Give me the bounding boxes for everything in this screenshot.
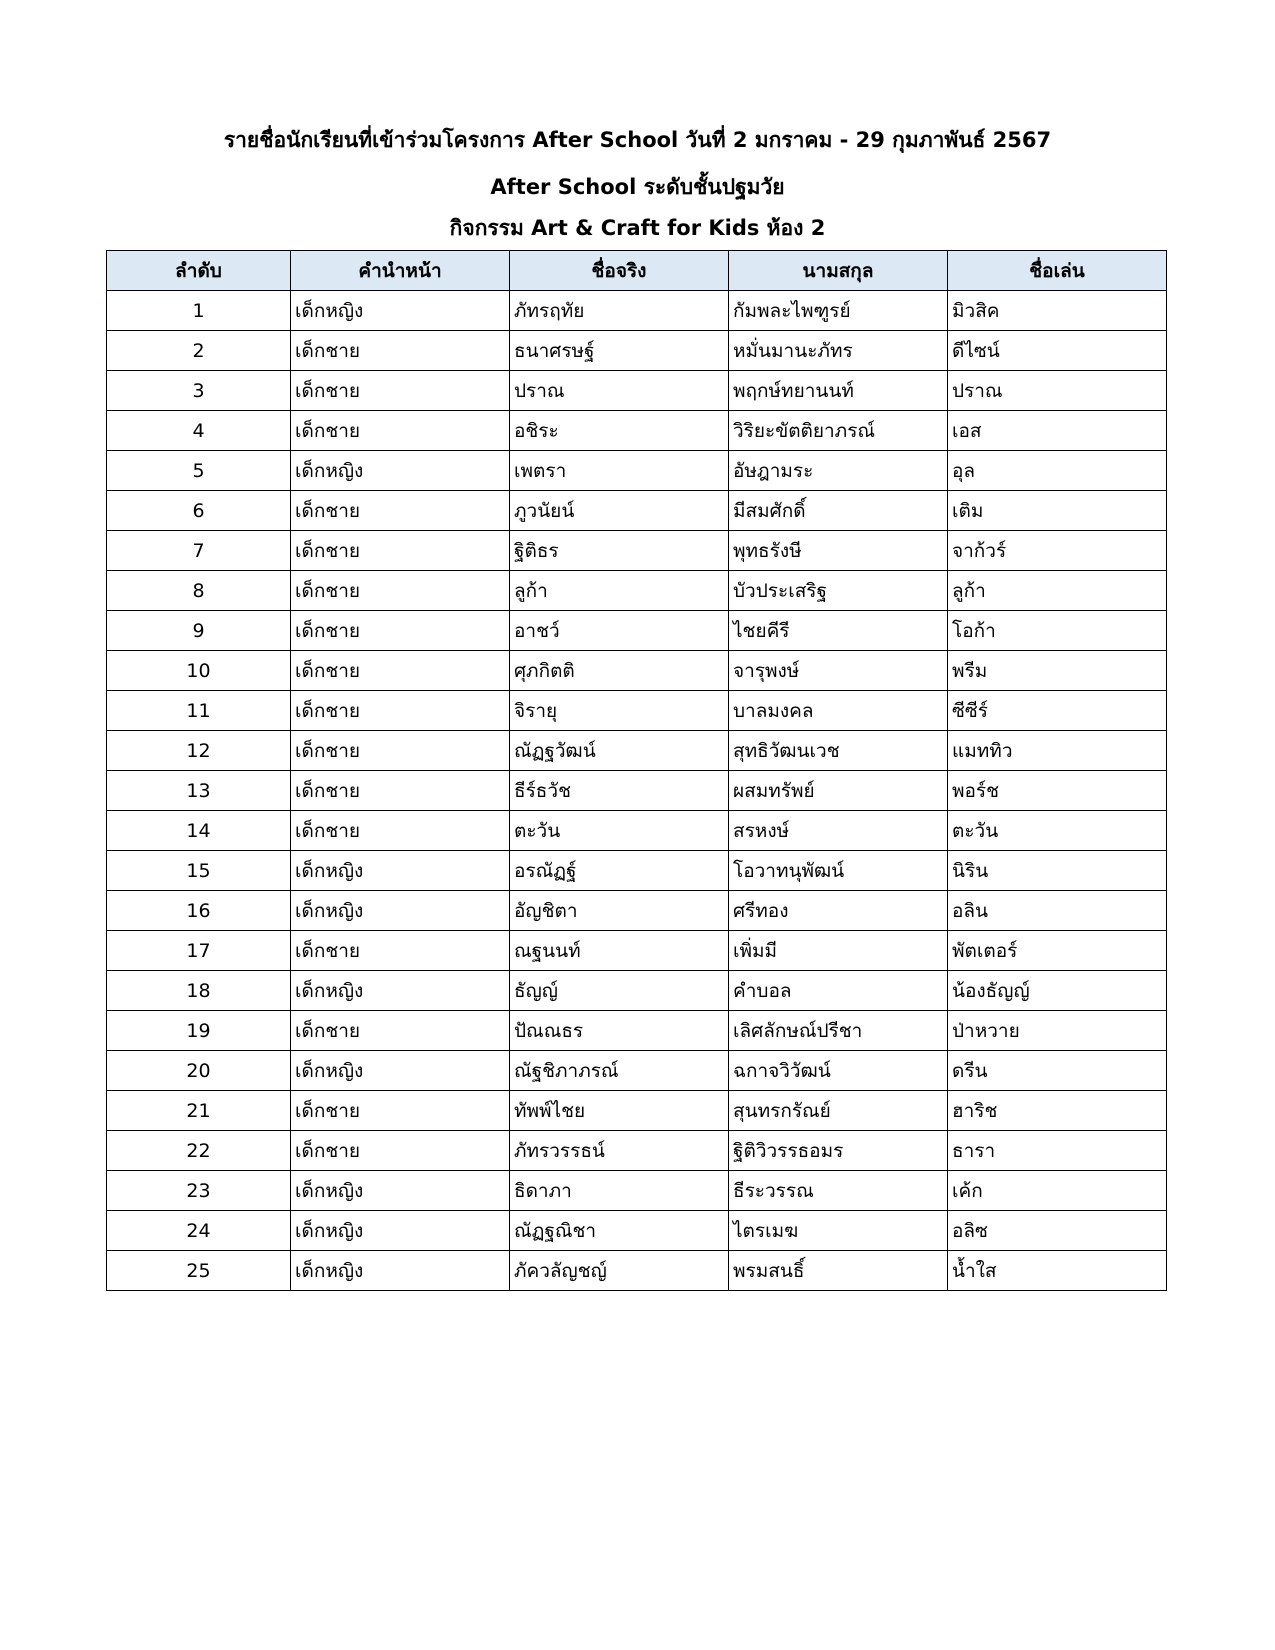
cell-first-name: ธัญญ์ (510, 971, 729, 1011)
table-header-row (107, 251, 1167, 291)
cell-last-name: ไชยคีรี (729, 611, 948, 651)
cell-order: 16 (107, 891, 291, 931)
table-row (107, 1211, 1167, 1251)
cell-first-name: ลูก้า (510, 571, 729, 611)
cell-first-name: อาชว์ (510, 611, 729, 651)
cell-last-name: ธีระวรรณ (729, 1171, 948, 1211)
cell-order: 19 (107, 1011, 291, 1051)
cell-first-name: ปัณณธร (510, 1011, 729, 1051)
cell-nickname: จาก้วร์ (948, 531, 1167, 571)
cell-prefix: เด็กหญิง (291, 451, 510, 491)
cell-nickname: อลิซ (948, 1211, 1167, 1251)
cell-first-name: ณฐนนท์ (510, 931, 729, 971)
cell-nickname: นิริน (948, 851, 1167, 891)
cell-nickname: พอร์ช (948, 771, 1167, 811)
cell-first-name: อรณัฏฐ์ (510, 851, 729, 891)
cell-order: 4 (107, 411, 291, 451)
table-row (107, 1171, 1167, 1211)
column-header-order: ลำดับ (107, 251, 291, 291)
cell-last-name: ฉกาจวิวัฒน์ (729, 1051, 948, 1091)
table-row (107, 1091, 1167, 1131)
cell-order: 5 (107, 451, 291, 491)
table-row (107, 771, 1167, 811)
cell-prefix: เด็กหญิง (291, 891, 510, 931)
cell-last-name: บัวประเสริฐ (729, 571, 948, 611)
cell-first-name: ธิดาภา (510, 1171, 729, 1211)
cell-nickname: มิวสิค (948, 291, 1167, 331)
cell-last-name: ไตรเมฆ (729, 1211, 948, 1251)
cell-first-name: ภัทรฤทัย (510, 291, 729, 331)
cell-prefix: เด็กชาย (291, 731, 510, 771)
table-row (107, 611, 1167, 651)
cell-last-name: อัษฎามระ (729, 451, 948, 491)
cell-nickname: อุล (948, 451, 1167, 491)
cell-prefix: เด็กชาย (291, 371, 510, 411)
cell-prefix: เด็กหญิง (291, 851, 510, 891)
cell-order: 10 (107, 651, 291, 691)
cell-nickname: โอก้า (948, 611, 1167, 651)
cell-prefix: เด็กชาย (291, 691, 510, 731)
cell-nickname: ป่าหวาย (948, 1011, 1167, 1051)
cell-nickname: เอส (948, 411, 1167, 451)
cell-first-name: ณัฏฐวัฒน์ (510, 731, 729, 771)
cell-last-name: พฤกษ์ทยานนท์ (729, 371, 948, 411)
cell-prefix: เด็กชาย (291, 1091, 510, 1131)
cell-prefix: เด็กชาย (291, 1011, 510, 1051)
table-row (107, 971, 1167, 1011)
table-row (107, 1131, 1167, 1171)
cell-nickname: ฮาริช (948, 1091, 1167, 1131)
table-row (107, 931, 1167, 971)
cell-prefix: เด็กชาย (291, 491, 510, 531)
cell-prefix: เด็กชาย (291, 931, 510, 971)
cell-order: 14 (107, 811, 291, 851)
cell-last-name: พุทธรังษี (729, 531, 948, 571)
cell-last-name: กัมพละไพฑูรย์ (729, 291, 948, 331)
cell-first-name: ทัพพ์ไชย (510, 1091, 729, 1131)
table-row (107, 331, 1167, 371)
cell-last-name: ศรีทอง (729, 891, 948, 931)
table-row (107, 1011, 1167, 1051)
cell-last-name: พรมสนธิ์ (729, 1251, 948, 1291)
table-row (107, 1251, 1167, 1291)
cell-first-name: ปราณ (510, 371, 729, 411)
cell-order: 15 (107, 851, 291, 891)
column-header-first-name: ชื่อจริง (510, 251, 729, 291)
cell-order: 25 (107, 1251, 291, 1291)
cell-order: 20 (107, 1051, 291, 1091)
cell-prefix: เด็กชาย (291, 771, 510, 811)
cell-last-name: ฐิติวิวรรธอมร (729, 1131, 948, 1171)
cell-first-name: เพตรา (510, 451, 729, 491)
table-row (107, 411, 1167, 451)
cell-order: 22 (107, 1131, 291, 1171)
cell-last-name: จารุพงษ์ (729, 651, 948, 691)
table-row (107, 491, 1167, 531)
cell-first-name: ศุภกิตติ (510, 651, 729, 691)
cell-nickname: เค้ก (948, 1171, 1167, 1211)
cell-nickname: ดีไซน์ (948, 331, 1167, 371)
cell-nickname: พรีม (948, 651, 1167, 691)
cell-nickname: น้ำใส (948, 1251, 1167, 1291)
document-subtitle: After School ระดับชั้นปฐมวัย (490, 175, 785, 199)
table-body (107, 291, 1167, 1291)
cell-last-name: วิริยะขัตติยาภรณ์ (729, 411, 948, 451)
cell-last-name: บาลมงคล (729, 691, 948, 731)
cell-last-name: โอวาทนุพัฒน์ (729, 851, 948, 891)
cell-order: 3 (107, 371, 291, 411)
cell-nickname: ตะวัน (948, 811, 1167, 851)
cell-first-name: อชิระ (510, 411, 729, 451)
cell-order: 18 (107, 971, 291, 1011)
cell-nickname: น้องธัญญ์ (948, 971, 1167, 1011)
cell-prefix: เด็กหญิง (291, 1171, 510, 1211)
cell-first-name: ภัควลัญชญ์ (510, 1251, 729, 1291)
table-row (107, 731, 1167, 771)
cell-order: 11 (107, 691, 291, 731)
cell-first-name: ฐิติธร (510, 531, 729, 571)
cell-order: 6 (107, 491, 291, 531)
table-row (107, 371, 1167, 411)
cell-first-name: ภัทรวรรธน์ (510, 1131, 729, 1171)
cell-first-name: อัญชิตา (510, 891, 729, 931)
cell-prefix: เด็กหญิง (291, 1051, 510, 1091)
table-row (107, 1051, 1167, 1091)
cell-prefix: เด็กชาย (291, 411, 510, 451)
cell-order: 13 (107, 771, 291, 811)
cell-first-name: ณัฏฐณิชา (510, 1211, 729, 1251)
cell-last-name: ผสมทรัพย์ (729, 771, 948, 811)
cell-nickname: ปราณ (948, 371, 1167, 411)
cell-last-name: เลิศลักษณ์ปรีชา (729, 1011, 948, 1051)
cell-nickname: ธารา (948, 1131, 1167, 1171)
cell-order: 23 (107, 1171, 291, 1211)
table-row (107, 651, 1167, 691)
cell-nickname: ดรีน (948, 1051, 1167, 1091)
table-row (107, 571, 1167, 611)
cell-order: 7 (107, 531, 291, 571)
table-row (107, 531, 1167, 571)
document-title: รายชื่อนักเรียนที่เข้าร่วมโครงการ After School วันที่ 2 มกราคม - 29 กุมภาพันธ์ 2567 (223, 128, 1052, 152)
cell-first-name: ธนาศรษฐ์ (510, 331, 729, 371)
table-row (107, 891, 1167, 931)
cell-prefix: เด็กชาย (291, 331, 510, 371)
table-row (107, 291, 1167, 331)
cell-nickname: เติม (948, 491, 1167, 531)
table-row (107, 691, 1167, 731)
cell-prefix: เด็กชาย (291, 571, 510, 611)
cell-first-name: ภูวนัยน์ (510, 491, 729, 531)
cell-prefix: เด็กชาย (291, 611, 510, 651)
column-header-nickname: ชื่อเล่น (948, 251, 1167, 291)
cell-prefix: เด็กหญิง (291, 291, 510, 331)
cell-prefix: เด็กหญิง (291, 971, 510, 1011)
table-row (107, 451, 1167, 491)
cell-nickname: แมททิว (948, 731, 1167, 771)
cell-nickname: ซีซีร์ (948, 691, 1167, 731)
cell-first-name: ณัฐชิภาภรณ์ (510, 1051, 729, 1091)
cell-order: 8 (107, 571, 291, 611)
cell-last-name: คำบอล (729, 971, 948, 1011)
cell-last-name: สุนทรกรัณย์ (729, 1091, 948, 1131)
cell-last-name: สุทธิวัฒนเวช (729, 731, 948, 771)
cell-nickname: อลิน (948, 891, 1167, 931)
activity-title: กิจกรรม Art & Craft for Kids ห้อง 2 (449, 216, 826, 240)
cell-order: 1 (107, 291, 291, 331)
cell-last-name: สรหงษ์ (729, 811, 948, 851)
cell-prefix: เด็กชาย (291, 531, 510, 571)
column-header-last-name: นามสกุล (729, 251, 948, 291)
cell-order: 24 (107, 1211, 291, 1251)
cell-nickname: พัตเตอร์ (948, 931, 1167, 971)
cell-nickname: ลูก้า (948, 571, 1167, 611)
table-row (107, 811, 1167, 851)
cell-order: 2 (107, 331, 291, 371)
cell-prefix: เด็กชาย (291, 811, 510, 851)
cell-first-name: จิรายุ (510, 691, 729, 731)
cell-prefix: เด็กชาย (291, 651, 510, 691)
table-row (107, 851, 1167, 891)
cell-order: 21 (107, 1091, 291, 1131)
cell-first-name: ธีร์ธวัช (510, 771, 729, 811)
cell-order: 17 (107, 931, 291, 971)
cell-prefix: เด็กหญิง (291, 1211, 510, 1251)
cell-last-name: เพิ่มมี (729, 931, 948, 971)
cell-prefix: เด็กชาย (291, 1131, 510, 1171)
cell-order: 9 (107, 611, 291, 651)
cell-last-name: มีสมศักดิ์ (729, 491, 948, 531)
cell-first-name: ตะวัน (510, 811, 729, 851)
cell-prefix: เด็กหญิง (291, 1251, 510, 1291)
student-roster-table (106, 250, 1167, 1291)
column-header-prefix: คำนำหน้า (291, 251, 510, 291)
cell-last-name: หมั่นมานะภัทร (729, 331, 948, 371)
cell-order: 12 (107, 731, 291, 771)
